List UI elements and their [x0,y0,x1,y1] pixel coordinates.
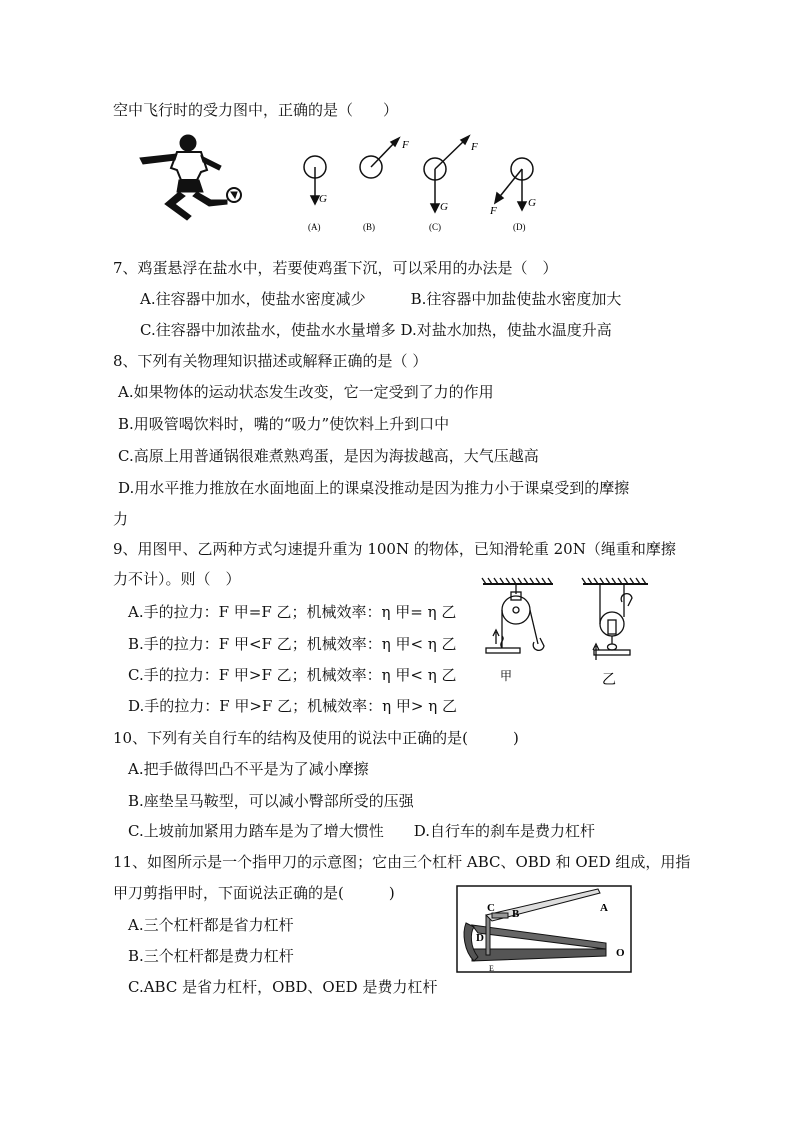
q8-option-b: B.用吸管喝饮料时，嘴的“吸力”使饮料上升到口中 [118,415,450,433]
label-c: C [487,902,495,914]
option-d-label: (D) [513,222,526,232]
label-d: D [476,932,484,944]
q9-option-d: D.手的拉力：F 甲>F 乙；机械效率：η 甲> η 乙 [128,697,458,715]
q10-option-a: A.把手做得凹凸不平是为了减小摩擦 [128,760,369,778]
q6-stem: 空中飞行时的受力图中，正确的是（ ） [113,101,399,119]
option-a-label: (A) [308,222,321,232]
soccer-player-image [140,135,241,220]
label-jia: 甲 [500,669,513,683]
q7-options-cd: C.往容器中加浓盐水，使盐水水量增多 D.对盐水加热，使盐水温度升高 [140,321,612,339]
label-g-d: G [528,197,536,209]
label-f-c: F [471,141,478,153]
q8-option-d-line2: 力 [113,510,129,528]
label-b: B [512,908,520,920]
q10-options-cd: C.上坡前加紧用力踏车是为了增大惯性 D.自行车的刹车是费力杠杆 [128,822,595,840]
label-f-b: F [402,139,409,151]
q6-figure [135,130,555,240]
q11-option-c: C.ABC 是省力杠杆，OBD、OED 是费力杠杆 [128,978,438,996]
q11-option-a: A.三个杠杆都是省力杠杆 [128,916,294,934]
q7-options-ab: A.往容器中加水，使盐水密度减少 B.往容器中加盐使盐水密度加大 [140,290,622,308]
q9-stem-line2: 力不计）。则（ ） [113,570,241,588]
option-b-label: (B) [363,222,375,232]
label-yi: 乙 [602,673,616,688]
q10-stem: 10、下列有关自行车的结构及使用的说法中正确的是( ) [113,729,519,747]
q11-stem-line2: 甲刀剪指甲时，下面说法正确的是( ) [113,884,395,902]
label-o: O [616,947,625,959]
label-f-d: F [490,205,497,217]
force-diagram-b [360,138,399,178]
q7-stem: 7、鸡蛋悬浮在盐水中，若要使鸡蛋下沉，可以采用的办法是（ ） [113,259,558,277]
label-g-a: G [319,193,327,205]
label-e: E [489,964,494,973]
q10-option-b: B.座垫呈马鞍型，可以减小臀部所受的压强 [128,792,414,810]
q9-stem-line1: 9、用图甲、乙两种方式匀速提升重为 100N 的物体，已知滑轮重 20N（绳重和摩擦 [113,540,676,558]
q8-option-c: C.高原上用普通锅很难煮熟鸡蛋，是因为海拔越高，大气压越高 [118,447,539,465]
q8-stem: 8、下列有关物理知识描述或解释正确的是（ ） [113,352,428,370]
label-g-c: G [440,201,448,213]
option-c-label: (C) [429,222,441,232]
q8-option-a: A.如果物体的运动状态发生改变，它一定受到了力的作用 [118,383,494,401]
q9-option-a: A.手的拉力：F 甲=F 乙；机械效率：η 甲= η 乙 [128,603,457,621]
q11-stem-line1: 11、如图所示是一个指甲刀的示意图；它由三个杠杆 ABC、OBD 和 OED 组成，用指 [113,853,691,871]
q9-option-c: C.手的拉力：F 甲>F 乙；机械效率：η 甲< η 乙 [128,666,457,684]
q9-option-b: B.手的拉力：F 甲<F 乙；机械效率：η 甲< η 乙 [128,635,457,653]
q11-option-b: B.三个杠杆都是费力杠杆 [128,947,294,965]
label-a: A [600,902,608,914]
q8-option-d-line1: D.用水平推力推放在水面地面上的课桌没推动是因为推力小于课桌受到的摩擦 [118,479,630,497]
q11-nail-clipper-figure [456,885,632,973]
q9-pulley-figure [478,572,658,692]
